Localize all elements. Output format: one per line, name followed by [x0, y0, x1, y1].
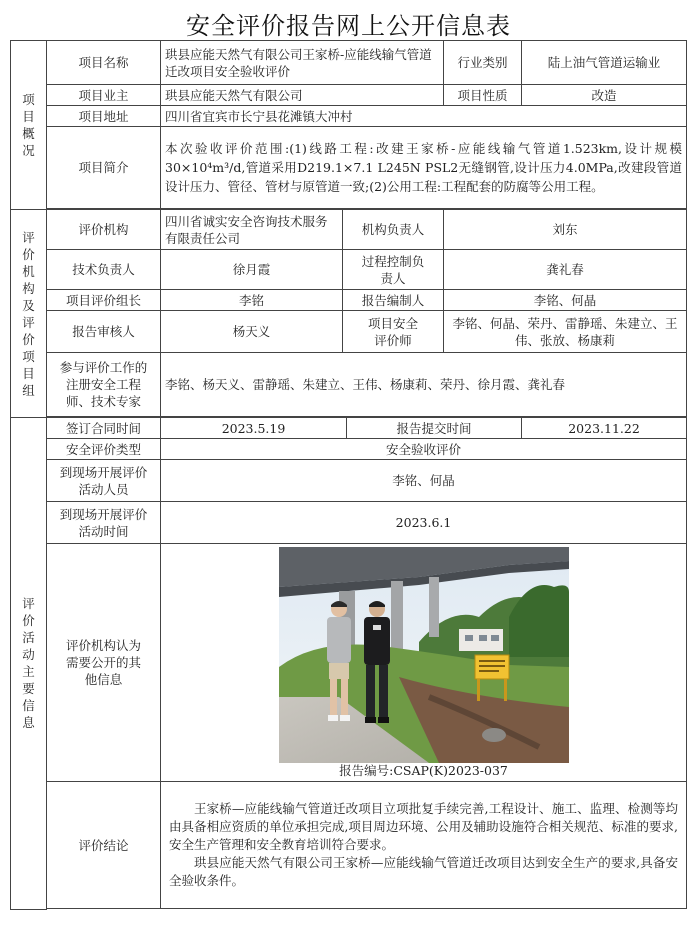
tech-head-value: 徐月霞 [161, 250, 343, 290]
members-value: 李铭、杨天义、雷静瑶、朱建立、王伟、杨康莉、荣丹、徐月霞、龚礼春 [161, 353, 687, 417]
submit-label: 报告提交时间 [347, 418, 522, 439]
page-title: 安全评价报告网上公开信息表 [186, 12, 511, 40]
type-value: 安全验收评价 [161, 439, 687, 460]
onsite-time-label: 到现场开展评价活动时间 [47, 502, 161, 544]
reviewer-value: 杨天义 [161, 311, 343, 353]
bridge-pillar [391, 581, 403, 651]
conclusion-value [161, 782, 687, 909]
onsite-people-label: 到现场开展评价活动人员 [47, 460, 161, 502]
site-photo-cell [161, 544, 687, 782]
type-label: 安全评价类型 [47, 439, 161, 460]
project-name-label: 项目名称 [47, 41, 161, 85]
leader-label: 项目评价组长 [47, 290, 161, 311]
industry-label: 行业类别 [444, 41, 522, 85]
submit-date: 2023.11.22 [522, 418, 687, 439]
nature-label: 项目性质 [444, 85, 522, 106]
org-head-label: 机构负责人 [343, 210, 444, 250]
report-number: 报告编号:CSAP(K)2023-037 [339, 763, 508, 778]
other-info-label: 评价机构认为需要公开的其他信息 [47, 544, 161, 782]
intro-value: 本次验收评价范围:(1)线路工程:改建王家桥-应能线输气管道1.523km,设计规模30×10⁴m³/d,管道采用D219.1×7.1 L245N PSL2无缝钢管,设计压力4.0MPa,改建段管道设计压力、管径、管材与原管道一致;(2)公用工程:工程配套的防腐等公用工程。 [161, 127, 687, 209]
contract-label: 签订合同时间 [47, 418, 161, 439]
site-photo [279, 547, 569, 763]
contract-date: 2023.5.19 [161, 418, 347, 439]
info-table [10, 40, 687, 910]
process-value: 龚礼春 [444, 250, 687, 290]
safety-eval-label: 项目安全评价师 [343, 311, 444, 353]
address-label: 项目地址 [47, 106, 161, 127]
author-value: 李铭、何晶 [444, 290, 687, 311]
owner-value: 珙县应能天然气有限公司 [161, 85, 444, 106]
author-label: 报告编制人 [343, 290, 444, 311]
bridge-pillar [429, 577, 439, 637]
conclusion-paragraph-1: 王家桥—应能线输气管道迁改项目立项批复手续完善,工程设计、施工、监理、检测等均由具备相应资质的单位承担完成,项目周边环境、公用及辅助设施符合相关规范、标准的要求,安全生产管理和安全教育培训符合要求。 [169, 801, 679, 852]
project-name-value: 珙县应能天然气有限公司王家桥-应能线输气管道迁改项目安全验收评价 [161, 41, 444, 85]
process-label: 过程控制负责人 [343, 250, 444, 290]
section-agency: 评 价 机 构 及 评 价 项 目 组 [11, 210, 47, 418]
conclusion-paragraph-2: 珙县应能天然气有限公司王家桥—应能线输气管道迁改项目达到安全生产的要求,具备安全验收条件。 [169, 855, 679, 888]
org-label: 评价机构 [47, 210, 161, 250]
industry-value: 陆上油气管道运输业 [522, 41, 687, 85]
tech-head-label: 技术负责人 [47, 250, 161, 290]
members-label: 参与评价工作的注册安全工程师、技术专家 [47, 353, 161, 417]
safety-eval-value: 李铭、何晶、荣丹、雷静瑶、朱建立、王伟、张放、杨康莉 [444, 311, 687, 353]
owner-label: 项目业主 [47, 85, 161, 106]
nature-value: 改造 [522, 85, 687, 106]
address-value: 四川省宜宾市长宁县花滩镇大冲村 [161, 106, 687, 127]
leader-value: 李铭 [161, 290, 343, 311]
section-overview: 项 目 概 况 [11, 41, 47, 210]
conclusion-label: 评价结论 [47, 782, 161, 909]
intro-label: 项目简介 [47, 127, 161, 209]
onsite-people-value: 李铭、何晶 [161, 460, 687, 502]
org-value: 四川省诚实安全咨询技术服务有限责任公司 [161, 210, 343, 250]
org-head-value: 刘东 [444, 210, 687, 250]
section-activity: 评 价 活 动 主 要 信 息 [11, 418, 47, 910]
onsite-time-value: 2023.6.1 [161, 502, 687, 544]
reviewer-label: 报告审核人 [47, 311, 161, 353]
